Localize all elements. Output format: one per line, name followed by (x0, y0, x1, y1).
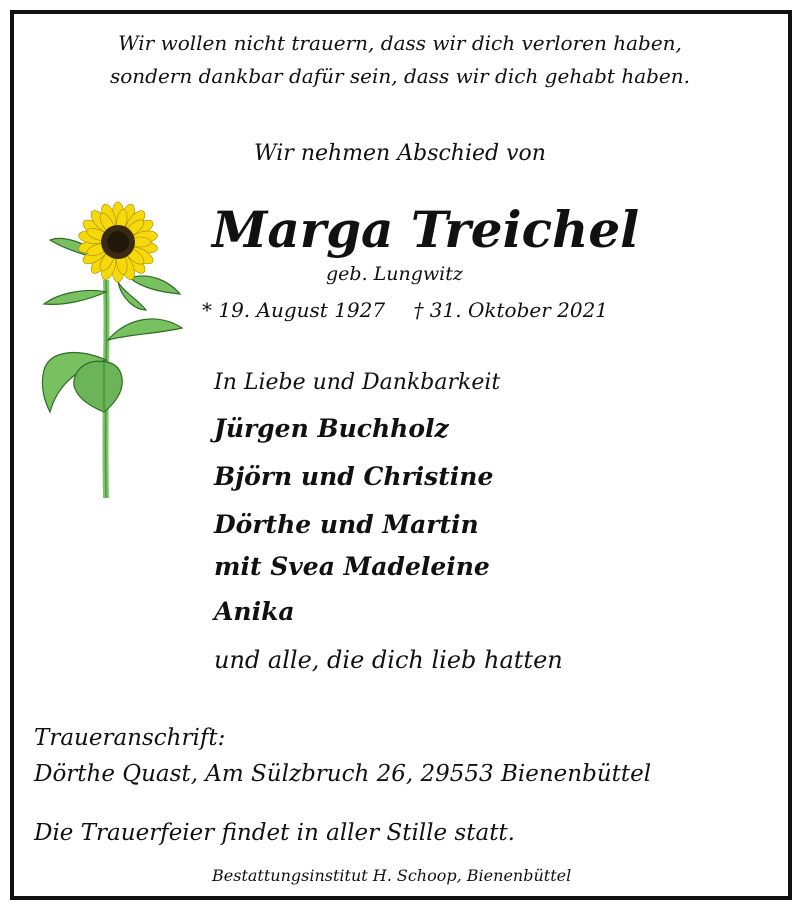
mourner-name: mit Svea Madeleine (214, 552, 490, 581)
mourners-closing: und alle, die dich lieb hatten (214, 646, 563, 674)
funeral-home: Bestattungsinstitut H. Schoop, Bienenbüttel (212, 866, 572, 885)
mourner-name: Björn und Christine (214, 462, 494, 491)
life-dates (202, 298, 608, 322)
sunflower-icon (38, 200, 188, 505)
mourners-intro: In Liebe und Dankbarkeit (214, 370, 501, 395)
mourner-name: Dörthe und Martin (214, 510, 479, 539)
deceased-name: Marga Treichel (212, 200, 640, 259)
motto-line-1: Wir wollen nicht trauern, dass wir dich verloren haben, (118, 31, 682, 55)
death-date: † 31. Oktober 2021 (413, 298, 609, 322)
birth-name: geb. Lungwitz (326, 263, 463, 285)
birth-date: * 19. August 1927 (202, 298, 386, 322)
ceremony-notice: Die Trauerfeier findet in aller Stille statt. (34, 820, 515, 846)
address-line: Dörthe Quast, Am Sülzbruch 26, 29553 Bienenbüttel (34, 761, 652, 787)
farewell-heading: Wir nehmen Abschied von (254, 141, 546, 166)
mourner-name: Jürgen Buchholz (214, 414, 449, 443)
mourner-name: Anika (214, 597, 295, 626)
motto-line-2: sondern dankbar dafür sein, dass wir dich gehabt haben. (109, 64, 691, 88)
address-label: Traueranschrift: (34, 725, 226, 751)
